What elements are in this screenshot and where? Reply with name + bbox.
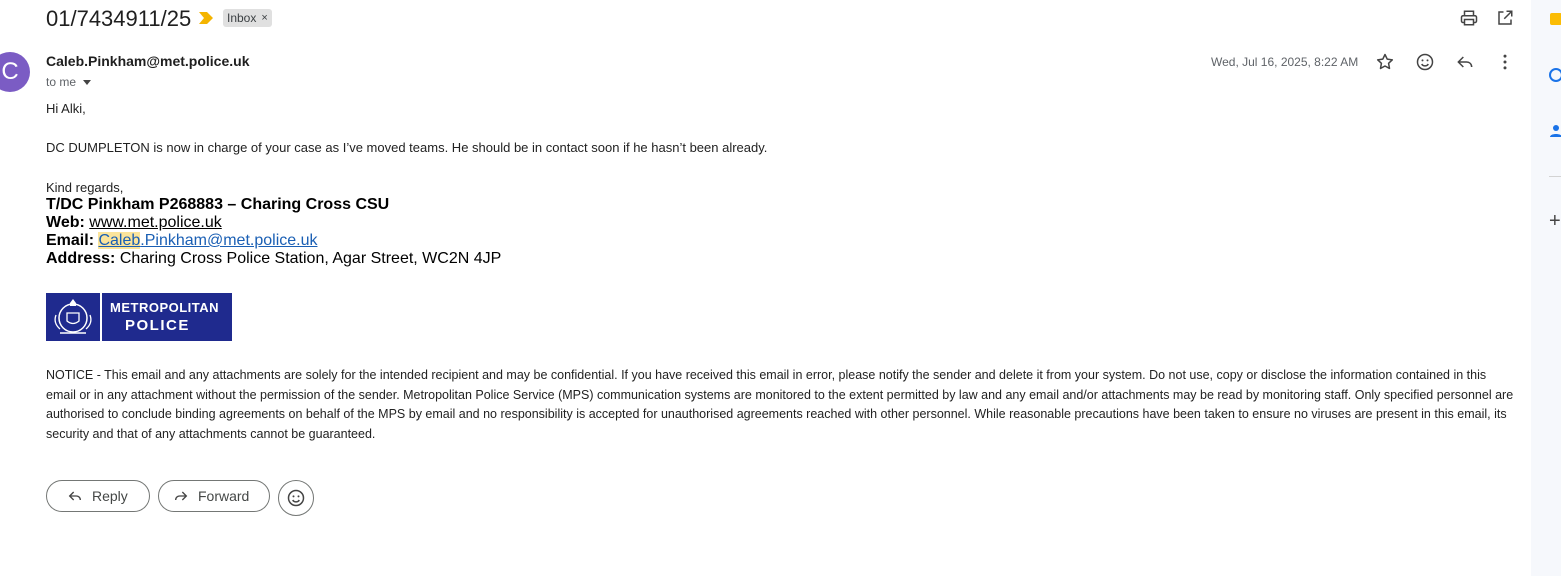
metropolitan-police-logo: [46, 293, 232, 341]
get-add-ons-button[interactable]: +: [1549, 210, 1561, 232]
open-in-new-window-button[interactable]: [1493, 6, 1517, 30]
star-button[interactable]: [1373, 50, 1397, 74]
tasks-icon[interactable]: [1549, 68, 1561, 82]
sender-avatar[interactable]: C: [0, 52, 30, 92]
recipient-details-toggle[interactable]: [46, 75, 91, 89]
reply-button-label: Reply: [92, 488, 128, 504]
chevron-down-icon: [83, 80, 91, 85]
reply-icon: [67, 488, 83, 504]
search-highlight: Caleb: [98, 232, 141, 249]
signature-web-link[interactable]: www.met.police.uk: [89, 214, 222, 231]
signature-address: [46, 250, 501, 268]
label-chip-text: Inbox: [227, 11, 257, 25]
forward-button-label: Forward: [198, 488, 250, 504]
signature-web-label: Web:: [46, 214, 85, 231]
logo-text-line2: POLICE: [125, 317, 190, 334]
add-reaction-button[interactable]: [1413, 50, 1437, 74]
signature-name: T/DC Pinkham P268883 – Charing Cross CSU: [46, 196, 390, 213]
print-icon: [1460, 9, 1478, 27]
forward-icon: [173, 488, 189, 504]
police-crest-icon: [46, 293, 102, 341]
keep-notes-icon[interactable]: [1549, 12, 1561, 26]
forward-button[interactable]: [158, 480, 270, 512]
email-greeting: Hi Alki,: [46, 101, 86, 116]
signature-email-rest: .Pinkham@met.police.uk: [140, 232, 318, 249]
signature-email: [46, 232, 317, 250]
signature-address-label: Address:: [46, 250, 116, 267]
side-panel-rail: [1531, 0, 1561, 576]
email-subject: 01/7434911/25: [46, 6, 192, 31]
emoji-react-button[interactable]: [278, 480, 314, 516]
logo-text-line1: METROPOLITAN: [110, 300, 220, 315]
signature-email-label: Email:: [46, 232, 95, 249]
star-icon: [1375, 52, 1395, 72]
reply-button[interactable]: [46, 480, 150, 512]
more-vert-icon: [1495, 52, 1515, 72]
importance-marker-icon[interactable]: [199, 12, 213, 24]
more-options-button[interactable]: [1493, 50, 1517, 74]
recipient-label: to me: [46, 75, 77, 89]
confidentiality-notice: NOTICE - This email and any attachments are solely for the intended recipient and may be confidential. If you have received this email in error, please notify the sender and delete it from your system. Do not use, copy or disclose the information contained in this email or in any attachment without the permission of the sender. Metropolitan Police Service (MPS) communication systems are monitored to the extent permitted by law and any email and/or attachments may be read by monitoring staff. Only specified personnel are authorised to conclude binding agreements on behalf of the MPS by email and no responsibility is accepted for unauthorised agreements reached with other personnel. While reasonable precautions have been taken to ensure no viruses are present in this email, its security and that of any attachments cannot be guaranteed.: [46, 368, 1514, 441]
open-in-new-window-icon: [1496, 9, 1514, 27]
contacts-icon[interactable]: [1549, 124, 1561, 138]
rail-divider: [1549, 176, 1561, 177]
emoji-icon: [286, 488, 306, 508]
signature-email-link[interactable]: [98, 232, 317, 249]
reply-button-header[interactable]: [1453, 50, 1477, 74]
remove-label-button[interactable]: ×: [261, 12, 268, 24]
email-signoff: Kind regards,: [46, 180, 124, 195]
sender-email[interactable]: Caleb.Pinkham@met.police.uk: [46, 53, 250, 69]
signature-web: [46, 214, 222, 232]
reply-icon: [1455, 52, 1475, 72]
email-date: Wed, Jul 16, 2025, 8:22 AM: [1211, 55, 1359, 69]
label-chip-inbox: [223, 9, 272, 27]
print-button[interactable]: [1457, 6, 1481, 30]
emoji-icon: [1415, 52, 1435, 72]
email-body-line: DC DUMPLETON is now in charge of your case as I’ve moved teams. He should be in contact soon if he hasn’t been already.: [46, 140, 768, 155]
signature-address-value: Charing Cross Police Station, Agar Street, WC2N 4JP: [119, 250, 502, 267]
